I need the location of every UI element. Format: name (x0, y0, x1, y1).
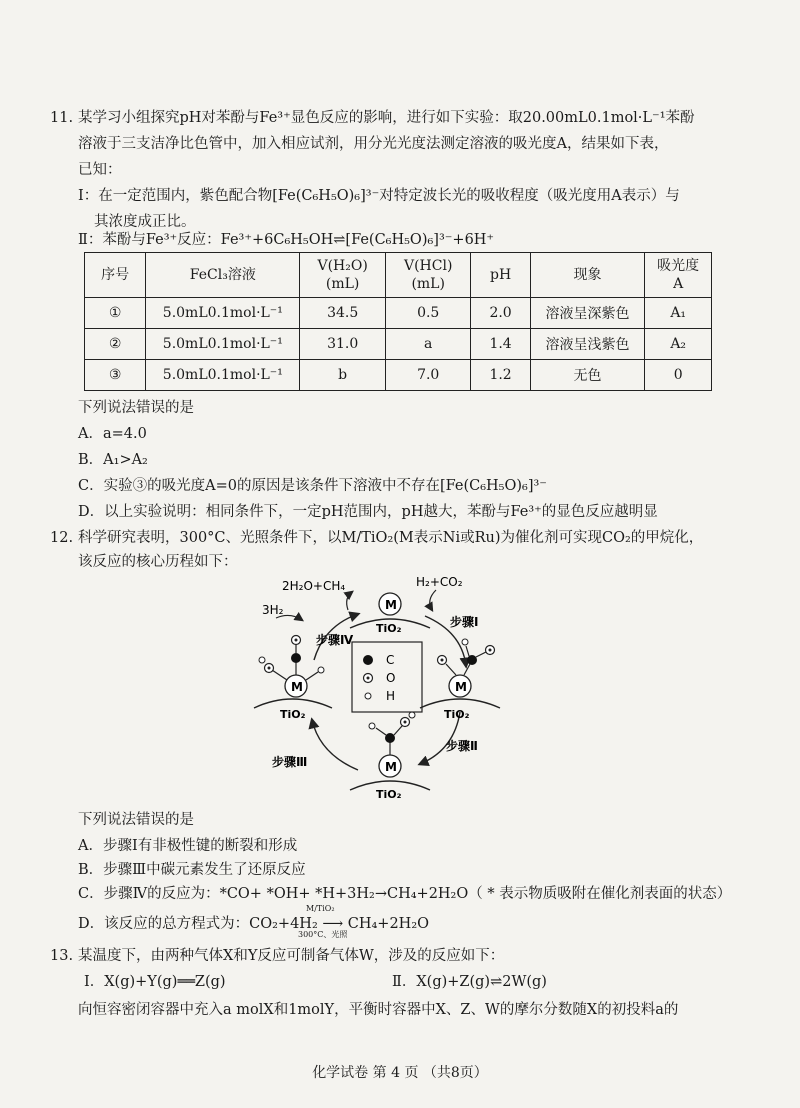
header-absorbance-symbol: A (673, 276, 684, 292)
q11-known-1-line-2: 其浓度成正比。 (94, 214, 196, 230)
catalyst-bottom (350, 712, 430, 801)
header-index: 序号 (85, 253, 146, 298)
header-vh2o: V(H₂O)(mL) (300, 253, 386, 298)
metal-label: M (385, 598, 397, 612)
q13-reaction-1: Ⅰ．X(g)+Y(g)══Z(g) (84, 974, 226, 990)
table-cell: A₂ (645, 329, 712, 360)
question-number-13: 13. (50, 948, 74, 964)
q13-stem-line-1: 某温度下，由两种气体X和Y反应可制备气体W，涉及的反应如下： (78, 948, 505, 964)
table-row (85, 360, 712, 391)
step-1-label: 步骤Ⅰ (450, 615, 479, 629)
q12-stem-line-2: 该反应的核心历程如下： (78, 554, 238, 570)
table-cell: 31.0 (300, 329, 386, 360)
catalyst-top (350, 593, 430, 635)
table-cell: 5.0mL0.1mol·L⁻¹ (146, 329, 300, 360)
table-cell: 0.5 (386, 298, 471, 329)
table-cell: A₁ (645, 298, 712, 329)
reactants-label: H₂+CO₂ (416, 575, 463, 589)
table-cell: 1.2 (471, 360, 530, 391)
h2-label: 3H₂ (262, 603, 284, 617)
question-number-12: 12. (50, 530, 74, 546)
table-cell: ① (85, 298, 146, 329)
step-2-label: 步骤Ⅱ (446, 739, 478, 753)
step-4-label: 步骤Ⅳ (316, 633, 354, 647)
metal-label: M (385, 760, 397, 774)
table-header-row (85, 253, 712, 298)
q12-d-condition-bottom: 300°C、光照 (298, 930, 348, 939)
table-cell: 0 (645, 360, 712, 391)
q11-data-table (84, 252, 712, 391)
products-label: 2H₂O+CH₄ (282, 579, 346, 593)
header-absorbance (645, 253, 712, 298)
header-vhcl: V(HCl)(mL) (386, 253, 471, 298)
q11-stem-line-2: 溶液于三支洁净比色管中，加入相应试剂，用分光光度法测定溶液的吸光度A，结果如下表， (78, 136, 669, 152)
question-number-11: 11. (50, 110, 74, 126)
q13-reaction-2: Ⅱ．X(g)+Z(g)⇌2W(g) (392, 974, 547, 990)
q11-stem-line-3: 已知： (78, 162, 122, 178)
q11-prompt: 下列说法错误的是 (78, 400, 194, 416)
q11-known-1-line-1: Ⅰ：在一定范围内，紫色配合物[Fe(C₆H₅O)₆]³⁻对特定波长光的吸收程度（吸光度用A表示）与 (78, 188, 680, 204)
support-label: TiO₂ (376, 788, 402, 801)
header-fecl3: FeCl₃溶液 (146, 253, 300, 298)
page-footer: 化学试卷 第 4 页 （共8页） (312, 1065, 488, 1081)
table-cell: a (386, 329, 471, 360)
atom-legend (352, 642, 422, 712)
q11-option-b: B．A₁>A₂ (78, 452, 148, 468)
catalyst-left (254, 636, 332, 722)
products-out-arrow (347, 592, 352, 610)
legend-hydrogen: H (386, 689, 396, 703)
header-phenomenon: 现象 (530, 253, 645, 298)
table-cell: 5.0mL0.1mol·L⁻¹ (146, 298, 300, 329)
q13-stem-line-2: 向恒容密闭容器中充入a molX和1molY，平衡时容器中X、Z、W的摩尔分数随X的初投料a的 (78, 1002, 679, 1018)
q11-known-2: Ⅱ：苯酚与Fe³⁺反应：Fe³⁺+6C₆H₅OH⇌[Fe(C₆H₅O)₆]³⁻+6H⁺ (78, 232, 495, 248)
legend-carbon: C (386, 653, 395, 667)
table-cell: ② (85, 329, 146, 360)
table-cell: b (300, 360, 386, 391)
table-cell: 溶液呈深紫色 (530, 298, 645, 329)
metal-label: M (291, 680, 303, 694)
table-row (85, 298, 712, 329)
table-cell: 7.0 (386, 360, 471, 391)
q11-option-d: D．以上实验说明：相同条件下，一定pH范围内，pH越大，苯酚与Fe³⁺的显色反应越明显 (78, 504, 658, 520)
h2-co2-in-arrow (430, 590, 436, 610)
q12-option-c: C．步骤Ⅳ的反应为：*CO+ *OH+ *H+3H₂→CH₄+2H₂O（ * 表示物质吸附在催化剂表面的状态） (78, 886, 732, 902)
step-3-label: 步骤Ⅲ (272, 755, 308, 769)
q12-option-b: B．步骤Ⅲ中碳元素发生了还原反应 (78, 862, 306, 878)
q12-option-a: A．步骤Ⅰ有非极性键的断裂和形成 (78, 838, 298, 854)
q12-stem-line-1: 科学研究表明，300°C、光照条件下，以M/TiO₂(M表示Ni或Ru)为催化剂可实现CO₂的甲烷化， (78, 530, 704, 546)
q12-option-d: D．该反应的总方程式为：CO₂+4H₂ ⟶ CH₄+2H₂O (78, 916, 430, 932)
catalytic-cycle-diagram (240, 570, 540, 806)
q12-d-condition-top: M/TiO₂ (306, 904, 335, 913)
support-label: TiO₂ (280, 708, 306, 721)
support-label: TiO₂ (376, 622, 402, 635)
table-cell: ③ (85, 360, 146, 391)
table-cell: 无色 (530, 360, 645, 391)
table-cell: 5.0mL0.1mol·L⁻¹ (146, 360, 300, 391)
table-cell: 溶液呈浅紫色 (530, 329, 645, 360)
q11-option-a: A．a=4.0 (78, 426, 147, 442)
catalyst-right (420, 639, 500, 721)
table-row (85, 329, 712, 360)
q12-prompt: 下列说法错误的是 (78, 812, 194, 828)
legend-oxygen: O (386, 671, 396, 685)
header-absorbance-label: 吸光度 (657, 258, 700, 274)
table-cell: 1.4 (471, 329, 530, 360)
table-cell: 2.0 (471, 298, 530, 329)
metal-label: M (455, 680, 467, 694)
q11-option-c: C．实验③的吸光度A=0的原因是该条件下溶液中不存在[Fe(C₆H₅O)₆]³⁻ (78, 478, 547, 494)
header-ph: pH (471, 253, 530, 298)
q11-stem-line-1: 某学习小组探究pH对苯酚与Fe³⁺显色反应的影响，进行如下实验：取20.00mL0.1mol·L⁻¹苯酚 (78, 110, 695, 126)
step-3-arrow (312, 720, 358, 770)
support-label: TiO₂ (444, 708, 470, 721)
table-cell: 34.5 (300, 298, 386, 329)
